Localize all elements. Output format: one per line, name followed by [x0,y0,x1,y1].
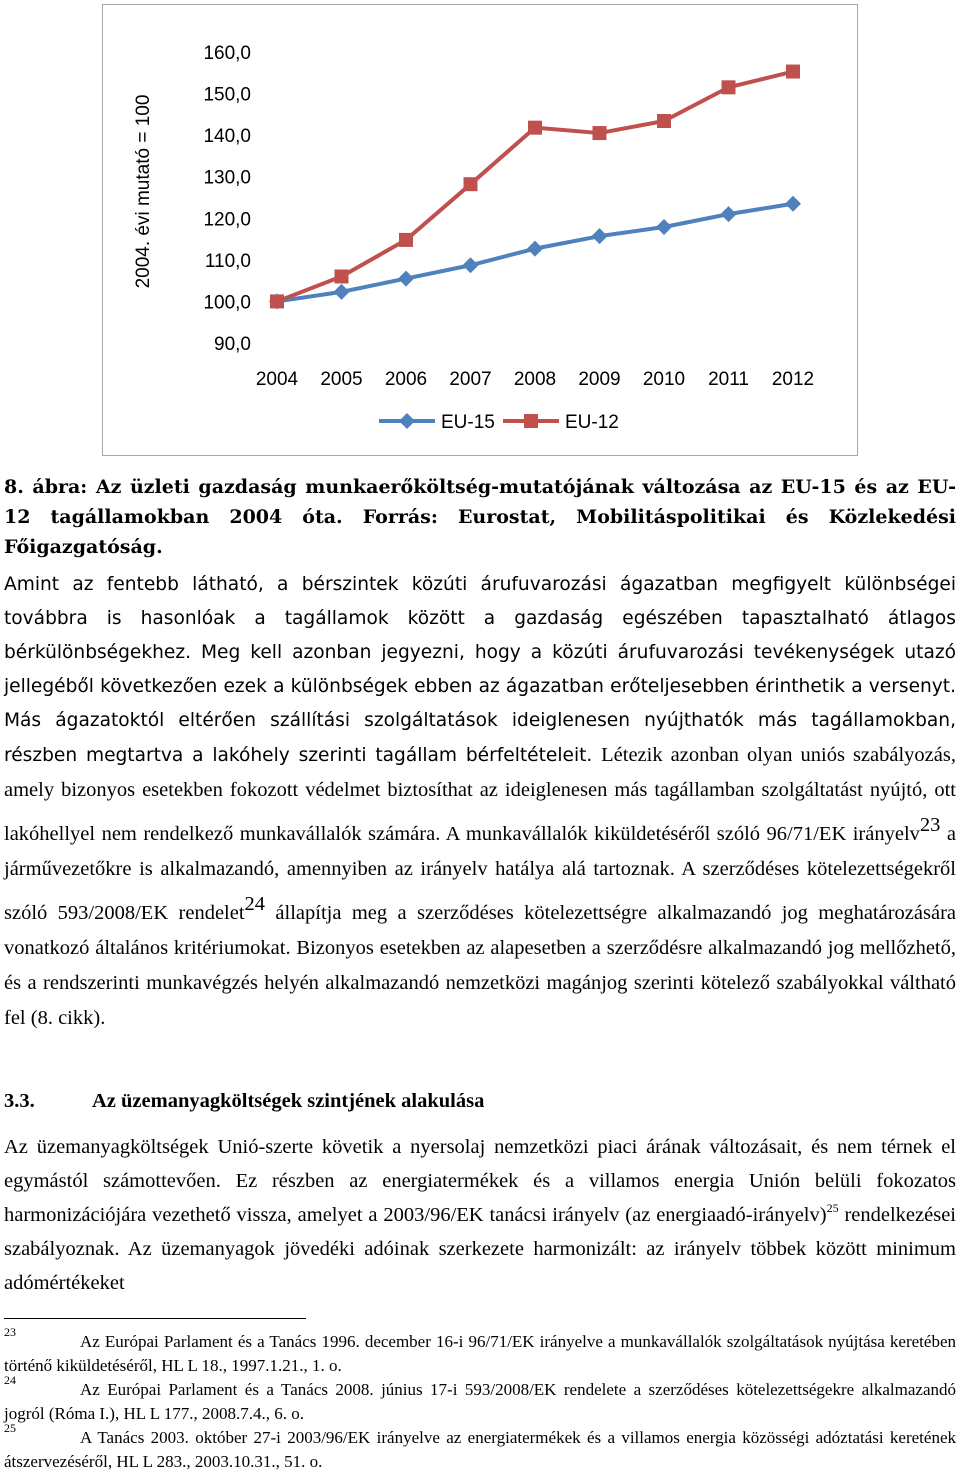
data-point-eu-12 [335,269,349,283]
x-tick-label: 2012 [771,369,815,390]
legend-label-eu-12: EU-12 [565,412,619,433]
y-tick-label: 90,0 [214,334,251,355]
paragraph-1-serif-text-b: a járművezetőkre is alkalmazandó, amennyiben az irányelv hatálya alá tartoznak. A szerződéses kötelezettségekről szóló 593/2008/EK rendelet [4,823,956,924]
data-point-eu-12 [722,80,736,94]
paragraph-2 [4,1130,956,1300]
x-tick-label: 2005 [320,369,363,390]
footnote-ref-23: 23 [919,814,941,836]
footnote-text: Az Európai Parlament és a Tanács 2008. június 17-i 593/2008/EK rendelete a szerződéses kötelezettségekre alkalmazandó jogról (Róma I.), HL L 177., 2008.7.4., 6. o. [4,1380,956,1423]
y-tick-label: 110,0 [204,250,251,272]
x-tick-label: 2010 [642,369,686,390]
footnote-separator [4,1318,306,1319]
paragraph-2-text-b: rendelkezései szabályoznak. Az üzemanyagok jövedéki adóinak szerkezete harmonizált: az irányelv többek között minimum adómértékeket [4,1204,956,1294]
y-axis-label: 2004. évi mutató = 100 [133,94,154,289]
paragraph-1-serif-text-a: Létezik azonban olyan uniós szabályozás, amely bizonyos esetekben fokozott védelmet biztosíthat az ideiglenesen más tagállamban szolgáltatást nyújtó, ott lakóhellyel nem rendelkező munkavállalók számára. A munkavállalók kiküldetéséről szóló 96/71/EK irányelv [4,744,956,845]
footnote-ref-25: 25 [826,1201,839,1215]
footnote-25 [4,1421,956,1474]
paragraph-1-serif-text-c: állapítja meg a szerződéses kötelezettségre alkalmazandó jog meghatározására vonatkozó általános kritériumokat. Bizonyos esetekben az alapesetben a szerződésre alkalmazandó jog mellőzhető, és a rendszerinti munkavégzés helyén alkalmazandó nemzetközi magánjog szerinti kötelező szabályokkal váltható fel (8. cikk). [4,902,957,1029]
section-title: Az üzemanyagköltségek szintjének alakulása [92,1090,485,1112]
paragraph-1-sans-text: Amint az fentebb látható, a bérszintek közúti árufuvarozási ágazatban megfigyelt különbségei továbbra is hasonlóak a tagállamok között a gazdaság egészében tapasztalható átlagos bérkülönbségekhez. Meg kell azonban jegyezni, hogy a közúti árufuvarozási tevékenységek utazó jellegéből következően ezek a különbségek ebben az ágazatban erőteljesebben érinthetik a versenyt. Más ágazatoktól eltérően szállítási szolgáltatások ideiglenesen nyújthatók más tagállamokban, részben megtartva a lakóhely szerinti tagállam bérfeltételeit. [4,574,956,766]
data-point-eu-12 [786,65,800,79]
section-number: 3.3. [4,1090,35,1112]
data-point-eu-12 [528,121,542,135]
y-tick-label: 100,0 [203,292,251,314]
x-tick-label: 2006 [384,369,428,390]
data-point-eu-12 [399,233,413,247]
y-tick-label: 150,0 [203,84,251,106]
footnote-mark: 24 [4,1373,16,1387]
y-tick-label: 140,0 [203,126,251,148]
data-point-eu-12 [593,126,607,140]
footnote-mark: 23 [4,1325,16,1339]
legend-marker-eu-15 [399,413,415,429]
footnote-text: A Tanács 2003. október 27-i 2003/96/EK irányelve az energiatermékek és a villamos energia közösségi adóztatási keretének átszervezéséről, HL L 283., 2003.10.31., 51. o. [4,1428,956,1471]
y-tick-label: 120,0 [203,209,251,231]
x-tick-label: 2009 [578,369,621,390]
legend-label-eu-15: EU-15 [441,412,495,433]
data-point-eu-12 [270,294,284,308]
figure-caption: 8. ábra: Az üzleti gazdaság munkaerőköltség-mutatójának változása az EU-15 és az EU-12 tagállamokban 2004 óta. Forrás: Eurostat, Mobilitáspolitikai és Közlekedési Főigazgatóság. [4,476,956,558]
data-point-eu-12 [464,177,478,191]
data-point-eu-15 [656,219,672,235]
x-tick-label: 2007 [449,369,492,390]
paragraph-2-text-a: Az üzemanyagköltségek Unió-szerte követik a nyersolaj nemzetközi piaci árának változásait, és nem térnek el egymástól számottevően. Ez részben az energiatermékek és a villamos energia Unión belüli fokozatos harmonizációjára vezethető vissza, amelyet a 2003/96/EK tanácsi irányelv (az energiaadó-irányelv) [4,1136,956,1226]
x-tick-label: 2008 [513,369,557,390]
y-tick-label: 130,0 [203,167,251,189]
section-heading [4,1090,956,1113]
paragraph-1 [4,568,956,1036]
x-tick-label: 2011 [708,369,749,390]
series-line-eu-12 [277,72,793,302]
line-chart [103,5,859,457]
data-point-eu-15 [785,196,801,212]
data-point-eu-15 [527,241,543,257]
footnote-23 [4,1325,956,1378]
legend-marker-eu-12 [524,414,538,428]
data-point-eu-15 [334,284,350,300]
data-point-eu-15 [398,271,414,287]
footnote-mark: 25 [4,1421,16,1435]
footnote-24 [4,1373,956,1426]
chart-container [102,4,858,456]
data-point-eu-12 [657,114,671,128]
data-point-eu-15 [721,206,737,222]
x-tick-label: 2004 [255,369,299,390]
footnote-text: Az Európai Parlament és a Tanács 1996. december 16-i 96/71/EK irányelve a munkavállalók szolgáltatások nyújtása keretében történő kiküldetéséről, HL L 18., 1997.1.21., 1. o. [4,1332,956,1375]
data-point-eu-15 [592,228,608,244]
data-point-eu-15 [463,257,479,273]
footnote-ref-24: 24 [244,893,266,915]
y-tick-label: 160,0 [203,43,251,64]
